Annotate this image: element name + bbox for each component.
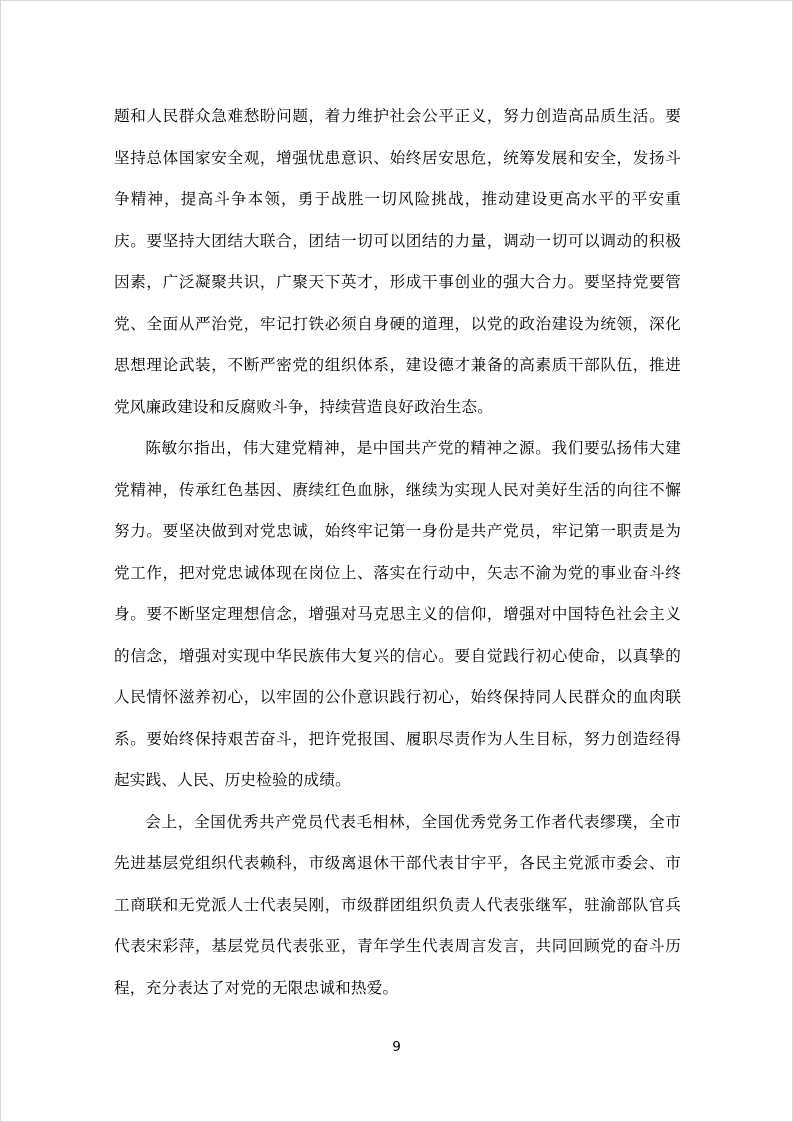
page-number: 9 [392,1039,401,1055]
paragraph: 题和人民群众急难愁盼问题，着力维护社会公平正义，努力创造高品质生活。要坚持总体国家安全观，增强忧患意识、始终居安思危，统筹发展和安全，发扬斗争精神，提高斗争本领，勇于战胜一切风险挑战，推动建设更高水平的平安重庆。要坚持大团结大联合，团结一切可以团结的力量，调动一切可以调动的积极因素，广泛凝聚共识，广聚天下英才，形成干事创业的强大合力。要坚持党要管党、全面从严治党，牢记打铁必须自身硬的道理，以党的政治建设为统领，深化思想理论武装，不断严密党的组织体系，建设德才兼备的高素质干部队伍，推进党风廉政建设和反腐败斗争，持续营造良好政治生态。 [114,107,681,416]
page-body [114,96,681,1009]
paragraph: 陈敏尔指出，伟大建党精神，是中国共产党的精神之源。我们要弘扬伟大建党精神，传承红色基因、赓续红色血脉，继续为实现人民对美好生活的向往不懈努力。要坚决做到对党忠诚，始终牢记第一身份是共产党员，牢记第一职责是为党工作，把对党忠诚体现在岗位上、落实在行动中，矢志不渝为党的事业奋斗终身。要不断坚定理想信念，增强对马克思主义的信仰，增强对中国特色社会主义的信念，增强对实现中华民族伟大复兴的信心。要自觉践行初心使命，以真挚的人民情怀滋养初心，以牢固的公仆意识践行初心，始终保持同人民群众的血肉联系。要始终保持艰苦奋斗，把许党报国、履职尽责作为人生目标，努力创造经得起实践、人民、历史检验的成绩。 [114,439,681,789]
paragraph: 会上，全国优秀共产党员代表毛相林，全国优秀党务工作者代表缪璞，全市先进基层党组织代表赖科，市级离退休干部代表甘宇平，各民主党派市委会、市工商联和无党派人士代表吴刚，市级群团组织负责人代表张继军，驻渝部队官兵代表宋彩萍，基层党员代表张亚，青年学生代表周言发言，共同回顾党的奋斗历程，充分表达了对党的无限忠诚和热爱。 [114,812,681,997]
